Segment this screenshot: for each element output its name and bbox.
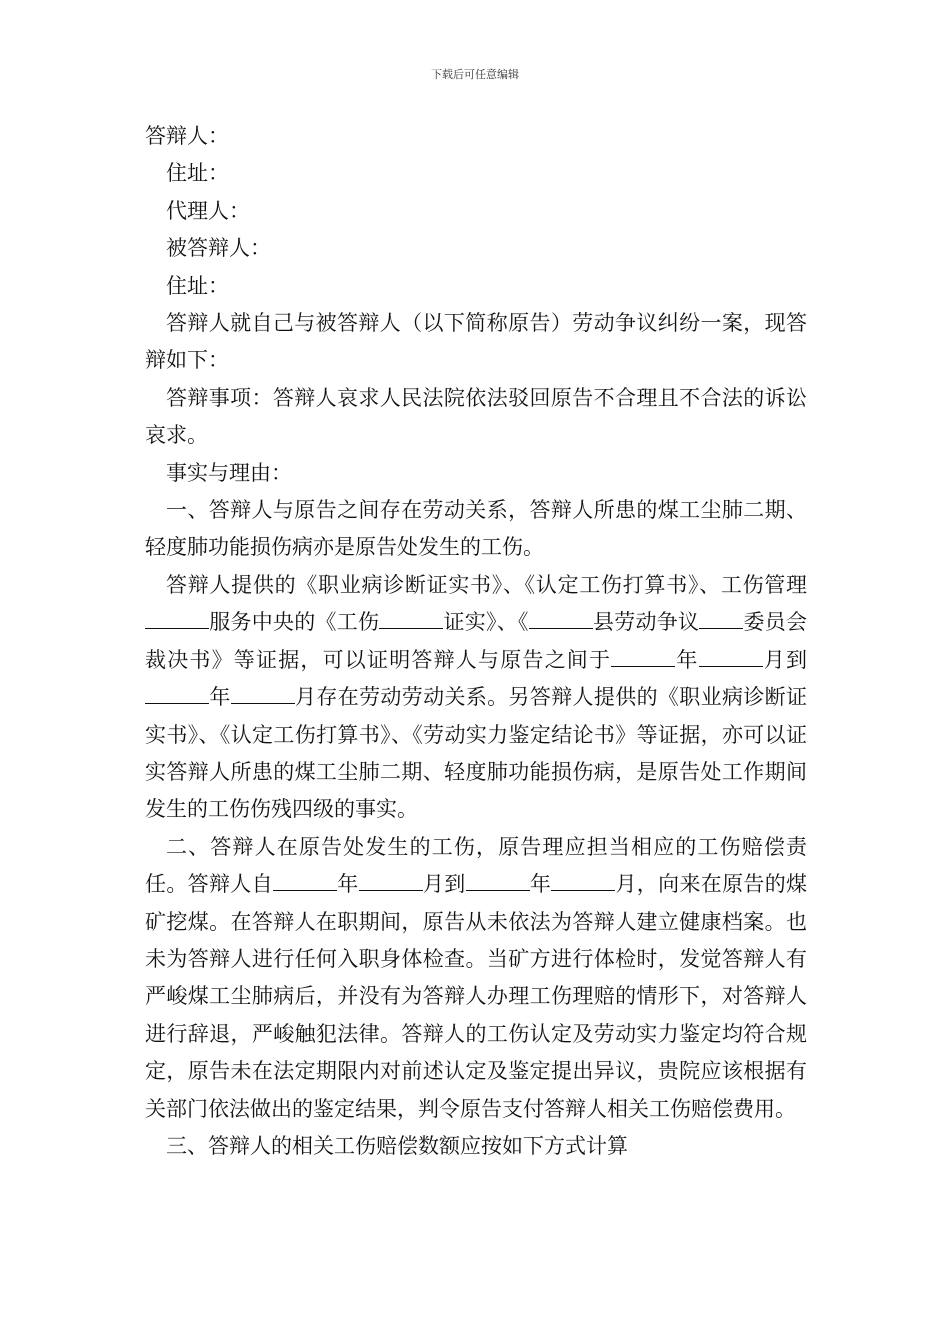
point-two-text: 二、答辩人在原告处发生的工伤，原告理应担当相应的工伤赔偿责任。答辩人自 xyxy=(145,834,807,897)
respondent-address: 住址： xyxy=(166,161,229,186)
fill-blank xyxy=(359,872,423,891)
fill-blank xyxy=(145,685,209,704)
defense-items-paragraph: 答辩事项：答辩人哀求人民法院依法驳回原告不合理且不合法的诉讼哀求。 xyxy=(145,385,807,448)
evidence-text: 县劳动争议 xyxy=(592,610,700,635)
respondent-label: 答辩人： xyxy=(145,124,229,148)
defense-statement xyxy=(145,118,807,1165)
evidence-text: 月到 xyxy=(762,647,808,672)
point-three-paragraph: 三、答辩人的相关工伤赔偿数额应按如下方式计算 xyxy=(166,1133,628,1158)
point-two-text: 年 xyxy=(529,872,552,897)
evidence-text: 证实》、《 xyxy=(443,610,529,635)
fill-blank xyxy=(273,872,337,891)
fill-blank xyxy=(611,648,675,667)
intro-paragraph: 答辩人就自己与被答辩人（以下简称原告）劳动争议纠纷一案，现答辩如下： xyxy=(145,311,807,373)
evidence-text: 委员会裁决书》等证据，可以证明答辩人与原告之间于 xyxy=(145,610,807,672)
fill-blank xyxy=(379,610,443,629)
fill-blank xyxy=(713,610,743,629)
point-one-paragraph: 一、答辩人与原告之间存在劳动关系，答辩人所患的煤工尘肺二期、轻度肺功能损伤病亦是原告处发生的工伤。 xyxy=(145,498,807,560)
facts-heading: 事实与理由： xyxy=(166,460,292,485)
fill-blank xyxy=(529,610,593,629)
evidence-paragraph xyxy=(145,567,807,829)
evidence-text: 年 xyxy=(675,647,699,672)
agent-label: 代理人： xyxy=(166,198,250,223)
point-two-text: 年 xyxy=(336,872,359,897)
fill-blank xyxy=(145,610,209,629)
claimant-address: 住址： xyxy=(166,273,229,298)
fill-blank xyxy=(699,648,763,667)
evidence-text: 年 xyxy=(209,685,231,710)
point-two-text: 月，向来在原告的煤矿挖煤。在答辩人在职期间，原告从未依法为答辩人建立健康档案。也未为答辩人进行任何入职身体检查。当矿方进行体检时，发觉答辩人有严峻煤工尘肺病后，并没有为答辩人办理工伤理赔的情形下，对答辩人进行辞退，严峻触犯法律。答辩人的工伤认定及劳动实力鉴定均符合规定，原告未在法定期限内对前述认定及鉴定提出异议，贵院应该根据有关部门依法做出的鉴定结果，判令原告支付答辩人相关工伤赔偿费用。 xyxy=(145,872,808,1121)
fill-blank xyxy=(551,872,615,891)
point-two-text: 月到 xyxy=(422,872,466,897)
fill-blank xyxy=(466,872,530,891)
fill-blank xyxy=(231,685,295,704)
page-header: 下载后可任意编辑 xyxy=(431,68,519,81)
claimant-label: 被答辩人： xyxy=(166,236,271,261)
fill-blank xyxy=(699,610,713,629)
evidence-text: 服务中央的《工伤 xyxy=(209,610,380,635)
point-two-paragraph xyxy=(145,829,807,1128)
evidence-text: 月存在劳动劳动关系。另答辩人提供的《职业病诊断证实书》、《认定工伤打算书》、《劳动实力鉴定结论书》等证据，亦可以证实答辩人所患的煤工尘肺二期、轻度肺功能损伤病，是原告处工作期间发生的工伤伤残四级的事实。 xyxy=(145,685,808,822)
evidence-text: 答辩人提供的《职业病诊断证实书》、《认定工伤打算书》、工伤管理 xyxy=(166,572,807,597)
